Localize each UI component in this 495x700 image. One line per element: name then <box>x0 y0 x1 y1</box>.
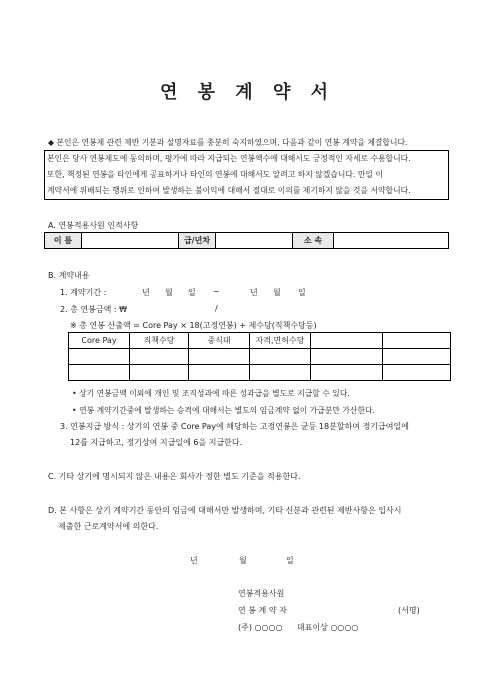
ceo-name: 대표이상 ○○○○ <box>297 623 359 632</box>
signature-mark: (서명) <box>398 606 420 615</box>
pay-value-cell[interactable] <box>69 365 130 381</box>
pledge-box <box>44 150 449 200</box>
name-label: 이 름 <box>45 233 82 249</box>
pay-value-cell[interactable] <box>189 365 250 381</box>
dept-field[interactable] <box>334 233 449 249</box>
period-year: 년 <box>250 288 258 297</box>
contractor-label: 연 봉 계 약 자 <box>238 606 287 615</box>
sign-date-day: 일 <box>286 556 294 565</box>
pay-value-cell[interactable] <box>130 365 189 381</box>
pay-header-cell: 중식대 <box>189 333 250 349</box>
company-name: (주) ○○○○ <box>238 623 283 632</box>
sign-date-year: 년 <box>190 556 198 565</box>
pledge-line: 또한, 책정된 연봉을 타인에게 공표하거나 타인의 연봉에 대해서도 알려고 하지 않겠습니다. 만일 이 <box>47 170 383 179</box>
pay-value-cell[interactable] <box>311 365 383 381</box>
period-year: 년 <box>142 288 150 297</box>
pay-value-cell[interactable] <box>383 365 451 381</box>
bonus-note: • 상기 연봉금액 이외에 개인 및 조직성과에 따른 성과급을 별도로 지급할 수 있다. <box>72 389 350 398</box>
pay-header-cell <box>383 333 451 349</box>
employee-label: 연봉적용사원 <box>238 589 285 598</box>
payment-method-line1: 3. 연봉지급 방식 : 상기의 연봉 중 Core Pay에 해당하는 고정연봉은 균등 18분할하여 정기급여일에 <box>60 422 409 431</box>
period-day: 일 <box>298 288 306 297</box>
employee-info-table <box>44 232 449 249</box>
pledge-line: 계약서에 위배되는 행위로 인하여 발생하는 불이익에 대해서 절대로 이의를 제기하지 않을 것을 서약합니다. <box>47 186 411 195</box>
contract-period-label: 1. 계약기간 : <box>60 288 107 297</box>
pay-value-cell[interactable] <box>311 349 383 365</box>
pay-value-cell[interactable] <box>189 349 250 365</box>
grade-field[interactable] <box>216 233 293 249</box>
pay-header-cell <box>311 333 383 349</box>
section-c: C. 기타 상기에 명시되지 않은 내용은 회사가 정한 별도 기준을 적용한다. <box>48 472 301 481</box>
period-day: 일 <box>188 288 196 297</box>
pay-header-cell: 자격,면허수당 <box>250 333 311 349</box>
pledge-line: 본인은 당사 연봉제도에 동의하며, 평가에 따라 지급되는 연봉액수에 대해서도 긍정적인 자세로 수용합니다. <box>47 154 411 163</box>
pay-value-cell[interactable] <box>383 349 451 365</box>
payment-method-line2: 12를 지급하고, 정기상여 지급일에 6을 지급한다. <box>70 438 243 447</box>
period-month: 월 <box>165 288 173 297</box>
dept-label: 소 속 <box>293 233 334 249</box>
section-b-heading: B. 계약내용 <box>48 271 90 280</box>
pay-header-cell: 직책수당 <box>130 333 189 349</box>
document-title: 연 봉 계 약 서 <box>159 82 335 103</box>
grade-label: 급/년차 <box>179 233 216 249</box>
sign-date-month: 월 <box>239 556 247 565</box>
pay-value-cell[interactable] <box>250 365 311 381</box>
intro-statement: ◆ 본인은 연봉제 관련 제반 기분과 설명자료를 충분히 숙지하였으며, 다음과 같이 연봉 계약을 체결합니다. <box>48 138 408 147</box>
pay-header-cell: Core Pay <box>69 333 130 349</box>
period-tilde: ~ <box>213 287 220 296</box>
promotion-note: • 연봉 계약기간중에 발생하는 승격에 대해서는 별도의 임금계약 없이 가급분만 가산한다. <box>72 406 376 415</box>
section-d-line1: D. 본 사항은 상기 계약기간 동안의 임금에 대해서만 발생하며, 기타 신분과 관련된 제반사항은 입사시 <box>48 506 402 515</box>
total-salary-label: 2. 총 연봉금액 : ₩ <box>60 305 128 314</box>
amount-slash: / <box>215 304 218 313</box>
section-a-heading: A. 연봉적용사원 인적사항 <box>48 221 139 230</box>
pay-value-cell[interactable] <box>250 349 311 365</box>
pay-breakdown-table <box>68 332 451 381</box>
section-d-line2: 제출한 근로계약서에 의한다. <box>58 522 159 531</box>
salary-formula: ※ 총 연봉 산출액 = Core Pay × 18(고정연봉) + 제수당(직책수당등) <box>70 321 317 330</box>
name-field[interactable] <box>82 233 179 249</box>
pay-value-cell[interactable] <box>69 349 130 365</box>
pay-value-cell[interactable] <box>130 349 189 365</box>
period-month: 월 <box>273 288 281 297</box>
